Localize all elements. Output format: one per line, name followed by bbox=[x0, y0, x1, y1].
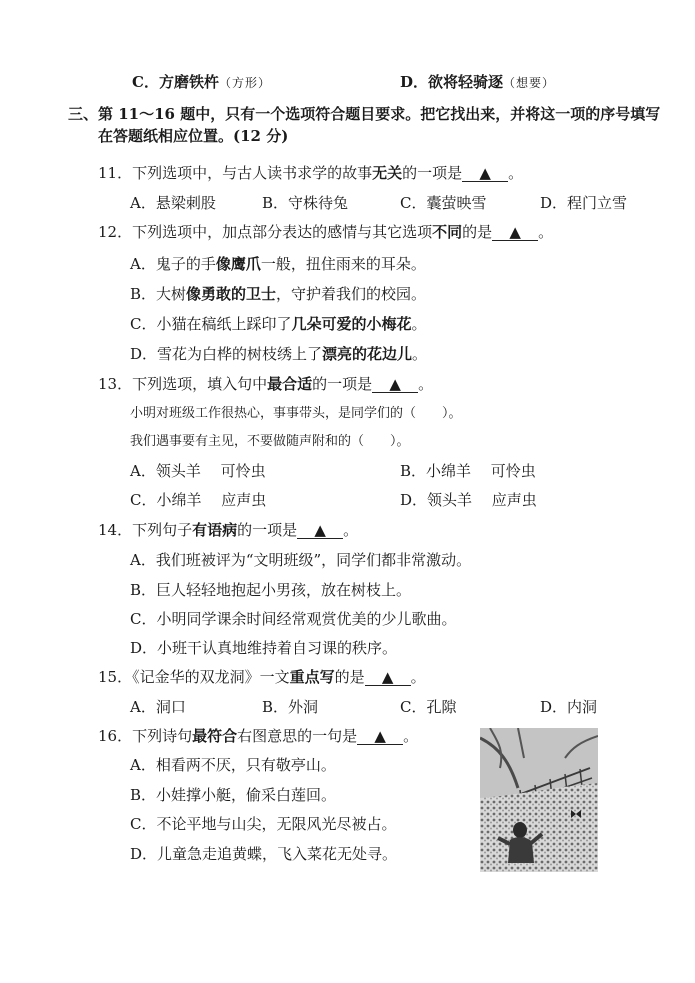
q13-option-d: D．领头羊 应声虫 bbox=[400, 491, 537, 509]
q11-option-a: A．悬梁刺股 bbox=[130, 194, 216, 212]
q14-option-c: C．小明同学课余时间经常观赏优美的少儿歌曲。 bbox=[130, 610, 457, 628]
q15-option-a: A．洞口 bbox=[130, 698, 186, 716]
option-c-top: C．方磨铁杵（方形） bbox=[132, 73, 271, 91]
q11-option-b: B．守株待兔 bbox=[262, 194, 349, 212]
q16-stem: 16．下列诗句最符合右图意思的一句是 ▲ 。 bbox=[98, 727, 419, 745]
section-heading-cont: 在答题纸相应位置。(12 分) bbox=[98, 127, 289, 145]
q13-sentence-2: 我们遇事要有主见，不要做随声附和的（ ）。 bbox=[130, 434, 410, 449]
q12-option-b: B．大树像勇敢的卫士，守护着我们的校园。 bbox=[130, 285, 427, 303]
q12-stem: 12．下列选项中，加点部分表达的感情与其它选项不同的是 ▲ 。 bbox=[98, 223, 554, 241]
q14-stem: 14．下列句子有语病的一项是 ▲ 。 bbox=[98, 521, 359, 539]
q11-option-d: D．程门立雪 bbox=[540, 194, 628, 212]
answer-blank: ▲ bbox=[357, 728, 403, 745]
q13-option-a: A．领头羊 可怜虫 bbox=[130, 462, 266, 480]
answer-blank: ▲ bbox=[492, 224, 538, 241]
option-d-top: D．欲将轻骑逐（想要） bbox=[400, 73, 556, 91]
answer-blank: ▲ bbox=[365, 669, 411, 686]
q13-sentence-1: 小明对班级工作很热心，事事带头，是同学们的（ ）。 bbox=[130, 406, 462, 421]
q13-option-c: C．小绵羊 应声虫 bbox=[130, 491, 267, 509]
q14-option-d: D．小班干认真地维持着自习课的秩序。 bbox=[130, 639, 398, 657]
q16-option-d: D．儿童急走追黄蝶，飞入菜花无处寻。 bbox=[130, 845, 398, 863]
q14-option-a: A．我们班被评为“文明班级”，同学们都非常激动。 bbox=[130, 551, 472, 569]
answer-blank: ▲ bbox=[372, 376, 418, 393]
section-heading: 三、第 11～16 题中，只有一个选项符合题目要求。把它找出来，并将这一项的序号填写 bbox=[68, 105, 661, 123]
q15-stem: 15．《记金华的双龙洞》一文重点写的是 ▲ 。 bbox=[98, 668, 426, 686]
q15-option-b: B．外洞 bbox=[262, 698, 319, 716]
q16-option-c: C．不论平地与山尖，无限风光尽被占。 bbox=[130, 815, 397, 833]
answer-blank: ▲ bbox=[462, 165, 508, 182]
q16-option-b: B．小娃撑小艇，偷采白莲回。 bbox=[130, 786, 337, 804]
illustration-image bbox=[480, 728, 598, 872]
q14-option-b: B．巨人轻轻地抱起小男孩，放在树枝上。 bbox=[130, 581, 412, 599]
q11-option-c: C．囊萤映雪 bbox=[400, 194, 487, 212]
q16-option-a: A．相看两不厌，只有敬亭山。 bbox=[130, 756, 336, 774]
q13-stem: 13．下列选项，填入句中最合适的一项是 ▲ 。 bbox=[98, 375, 434, 393]
q12-option-a: A．鬼子的手像鹰爪一般，扭住雨来的耳朵。 bbox=[130, 255, 426, 273]
q15-option-d: D．内洞 bbox=[540, 698, 598, 716]
q15-option-c: C．孔隙 bbox=[400, 698, 457, 716]
answer-blank: ▲ bbox=[297, 522, 343, 539]
q13-option-b: B．小绵羊 可怜虫 bbox=[400, 462, 536, 480]
q11-stem: 11．下列选项中，与古人读书求学的故事无关的一项是 ▲ 。 bbox=[98, 164, 524, 182]
child-in-flowers-illustration bbox=[480, 728, 598, 872]
q12-option-c: C．小猫在稿纸上踩印了几朵可爱的小梅花。 bbox=[130, 315, 427, 333]
q12-option-d: D．雪花为白桦的树枝绣上了漂亮的花边儿。 bbox=[130, 345, 428, 363]
